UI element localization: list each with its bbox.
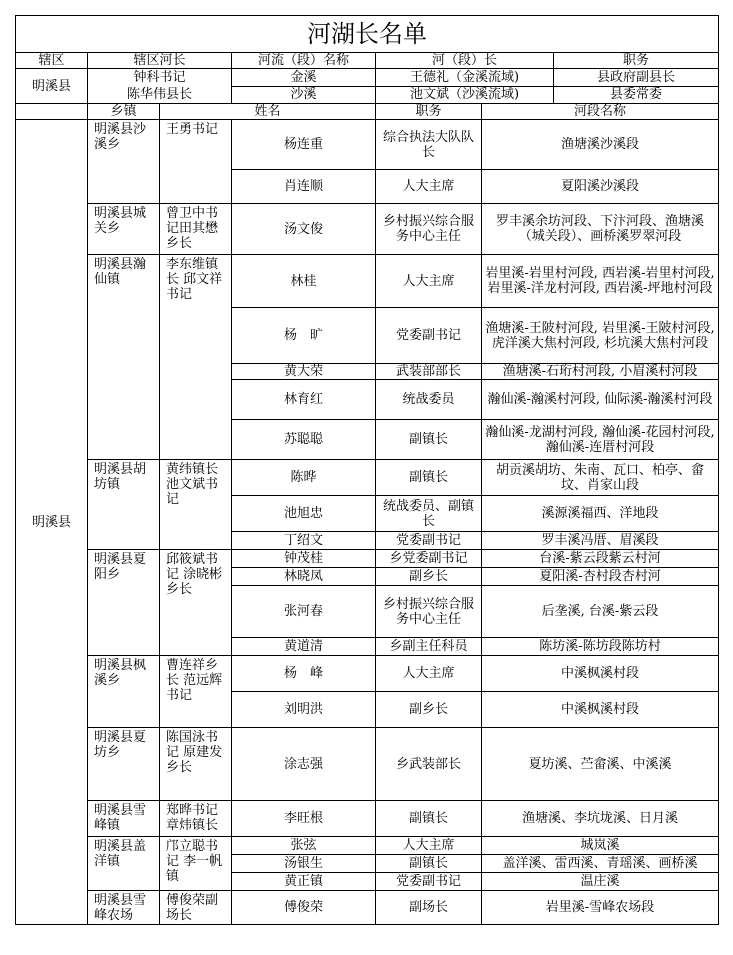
page-title: 河湖长名单 xyxy=(16,16,719,53)
member-row xyxy=(16,891,719,925)
county-river-chief: 池文斌（沙溪流域) xyxy=(376,86,554,104)
member-name: 汤文俊 xyxy=(232,204,376,255)
town-name: 明溪县城关乡 xyxy=(88,204,160,255)
county-header-row xyxy=(16,53,719,69)
river-sections: 溪源溪福西、洋地段 xyxy=(482,496,719,532)
member-name: 李旺根 xyxy=(232,801,376,837)
member-name: 杨 峰 xyxy=(232,656,376,692)
member-position: 党委副书记 xyxy=(376,308,482,364)
member-name: 汤银生 xyxy=(232,855,376,873)
member-position: 副镇长 xyxy=(376,460,482,496)
town-chief: 曹连祥乡长 范远辉书记 xyxy=(160,656,232,728)
member-row xyxy=(16,728,719,801)
town-name: 明溪县雪峰农场 xyxy=(88,891,160,925)
river-sections: 岩里溪-岩里村河段, 西岩溪-岩里村河段, 岩里溪-洋龙村河段, 西岩溪-坪地村河段 xyxy=(482,255,719,308)
river-sections: 渔塘溪、李坑垅溪、日月溪 xyxy=(482,801,719,837)
member-name: 黄大荣 xyxy=(232,364,376,380)
member-position: 武装部部长 xyxy=(376,364,482,380)
river-sections: 后垄溪, 台溪-紫云段 xyxy=(482,586,719,638)
header-position: 职务 xyxy=(554,53,719,69)
member-name: 杨连重 xyxy=(232,120,376,170)
town-name: 明溪县瀚仙镇 xyxy=(88,255,160,460)
river-sections: 罗丰溪余坊河段、下汴河段、渔塘溪（城关段）、画桥溪罗翠河段 xyxy=(482,204,719,255)
member-position: 乡副主任科员 xyxy=(376,638,482,656)
river-sections: 胡贡溪胡坊、朱南、瓦口、柏亭、畲坟、肖家山段 xyxy=(482,460,719,496)
river-sections: 中溪枫溪村段 xyxy=(482,692,719,728)
district-label: 明溪县 xyxy=(16,120,88,925)
member-position: 副镇长 xyxy=(376,420,482,460)
river-sections: 夏坊溪、苎畲溪、中溪溪 xyxy=(482,728,719,801)
river-sections: 夏阳溪-杏村段杏村河 xyxy=(482,568,719,586)
member-name: 钟茂桂 xyxy=(232,550,376,568)
river-sections: 渔塘溪-王陂村河段, 岩里溪-王陂村河段, 虎洋溪大焦村河段, 杉坑溪大焦村河段 xyxy=(482,308,719,364)
town-name: 明溪县夏阳乡 xyxy=(88,550,160,656)
member-name: 黄道清 xyxy=(232,638,376,656)
river-sections: 盖洋溪、雷西溪、青瑶溪、画桥溪 xyxy=(482,855,719,873)
member-position: 副镇长 xyxy=(376,855,482,873)
member-row xyxy=(16,255,719,308)
river-sections: 瀚仙溪-瀚溪村河段, 仙际溪-瀚溪村河段 xyxy=(482,380,719,420)
river-sections: 瀚仙溪-龙湖村河段, 瀚仙溪-花园村河段, 瀚仙溪-连厝村河段 xyxy=(482,420,719,460)
river-sections: 台溪-紫云段紫云村河 xyxy=(482,550,719,568)
member-name: 林桂 xyxy=(232,255,376,308)
town-chief: 李东维镇长 邱文祥书记 xyxy=(160,255,232,460)
town-chief: 王勇书记 xyxy=(160,120,232,204)
town-chief: 郑晔书记 章炜镇长 xyxy=(160,801,232,837)
member-name: 苏聪聪 xyxy=(232,420,376,460)
town-chief: 陈国泳书记 原建发乡长 xyxy=(160,728,232,801)
town-name: 明溪县枫溪乡 xyxy=(88,656,160,728)
member-name: 杨 旷 xyxy=(232,308,376,364)
county-river-position: 县政府副县长 xyxy=(554,69,719,87)
member-position: 乡村振兴综合服务中心主任 xyxy=(376,204,482,255)
town-name: 明溪县夏坊乡 xyxy=(88,728,160,801)
river-sections: 岩里溪-雪峰农场段 xyxy=(482,891,719,925)
header-district-chief: 辖区河长 xyxy=(88,53,232,69)
county-row xyxy=(16,69,719,87)
county-river: 沙溪 xyxy=(232,86,376,104)
member-position: 综合执法大队队长 xyxy=(376,120,482,170)
river-sections: 渔塘溪-石珩村河段, 小眉溪村河段 xyxy=(482,364,719,380)
town-chief: 黄纬镇长 池文斌书记 xyxy=(160,460,232,550)
header-river-name: 河流（段）名称 xyxy=(232,53,376,69)
member-position: 乡党委副书记 xyxy=(376,550,482,568)
member-position: 乡武装部长 xyxy=(376,728,482,801)
member-row xyxy=(16,204,719,255)
county-chief: 陈华伟县长 xyxy=(126,87,192,102)
header-section-name: 河段名称 xyxy=(482,104,719,120)
header-member-position: 职务 xyxy=(376,104,482,120)
header-name: 姓名 xyxy=(160,104,376,120)
town-header-row xyxy=(16,104,719,120)
member-row xyxy=(16,837,719,855)
river-sections: 渔塘溪沙溪段 xyxy=(482,120,719,170)
member-position: 副场长 xyxy=(376,891,482,925)
header-district: 辖区 xyxy=(16,53,88,69)
member-row xyxy=(16,460,719,496)
member-row xyxy=(16,120,719,170)
member-position: 副乡长 xyxy=(376,692,482,728)
town-chief: 曾卫中书记田其懋乡长 xyxy=(160,204,232,255)
town-chief: 邝立聪书记 李一帆镇 xyxy=(160,837,232,891)
county-river-chief: 王德礼（金溪流域) xyxy=(376,69,554,87)
member-name: 刘明洪 xyxy=(232,692,376,728)
river-sections: 城岚溪 xyxy=(482,837,719,855)
member-name: 张弦 xyxy=(232,837,376,855)
member-position: 副乡长 xyxy=(376,568,482,586)
county-river: 金溪 xyxy=(232,69,376,87)
member-position: 人大主席 xyxy=(376,170,482,204)
member-position: 党委副书记 xyxy=(376,873,482,891)
town-chief: 邱筱斌书记 涂晓彬乡长 xyxy=(160,550,232,656)
member-position: 统战委员 xyxy=(376,380,482,420)
member-row xyxy=(16,656,719,692)
member-position: 副镇长 xyxy=(376,801,482,837)
roster-body xyxy=(16,16,719,925)
header-section-chief: 河（段）长 xyxy=(376,53,554,69)
roster-sheet xyxy=(15,15,718,925)
member-position: 人大主席 xyxy=(376,837,482,855)
member-name: 涂志强 xyxy=(232,728,376,801)
member-position: 人大主席 xyxy=(376,255,482,308)
town-name: 明溪县雪峰镇 xyxy=(88,801,160,837)
member-name: 池旭忠 xyxy=(232,496,376,532)
county-chief: 钟科书记 xyxy=(133,70,186,85)
town-chief: 傅俊荣副场长 xyxy=(160,891,232,925)
member-name: 傅俊荣 xyxy=(232,891,376,925)
town-name: 明溪县胡坊镇 xyxy=(88,460,160,550)
river-sections: 陈坊溪-陈坊段陈坊村 xyxy=(482,638,719,656)
town-name: 明溪县沙溪乡 xyxy=(88,120,160,204)
member-row xyxy=(16,550,719,568)
header-town: 乡镇 xyxy=(88,104,160,120)
member-row xyxy=(16,801,719,837)
header-blank xyxy=(16,104,88,120)
member-position: 统战委员、副镇长 xyxy=(376,496,482,532)
river-sections: 罗丰溪冯厝、眉溪段 xyxy=(482,532,719,550)
town-name: 明溪县盖洋镇 xyxy=(88,837,160,891)
member-name: 丁绍文 xyxy=(232,532,376,550)
member-position: 人大主席 xyxy=(376,656,482,692)
county-chiefs xyxy=(88,69,232,104)
river-sections: 温庄溪 xyxy=(482,873,719,891)
member-name: 陈晔 xyxy=(232,460,376,496)
member-name: 黄正镇 xyxy=(232,873,376,891)
county-district: 明溪县 xyxy=(16,69,88,104)
member-name: 林晓凤 xyxy=(232,568,376,586)
member-name: 肖连顺 xyxy=(232,170,376,204)
river-sections: 中溪枫溪村段 xyxy=(482,656,719,692)
member-name: 林育红 xyxy=(232,380,376,420)
member-name: 张河春 xyxy=(232,586,376,638)
river-sections: 夏阳溪沙溪段 xyxy=(482,170,719,204)
county-river-position: 县委常委 xyxy=(554,86,719,104)
member-position: 党委副书记 xyxy=(376,532,482,550)
roster-table xyxy=(15,15,719,925)
member-position: 乡村振兴综合服务中心主任 xyxy=(376,586,482,638)
